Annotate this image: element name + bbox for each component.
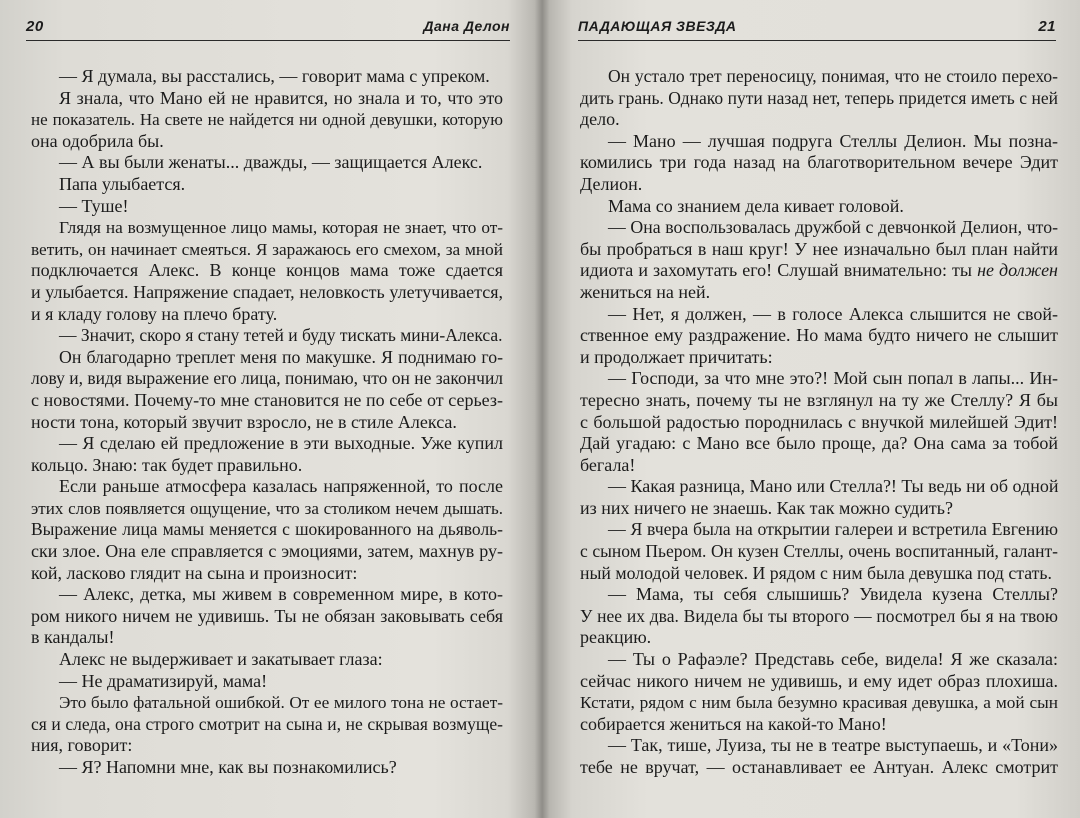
left-header-rule bbox=[26, 40, 510, 41]
text-line: не показатель. На свете не найдется ни одной девушки, которую bbox=[31, 110, 503, 130]
text-line: дить грань. Однако пути назад нет, теперь придется иметь с ней bbox=[580, 87, 1058, 108]
text-line: Мама со знанием дела кивает головой. bbox=[608, 195, 904, 216]
text-line: — Какая разница, Мано или Стелла?! Ты ведь ни об одной bbox=[608, 476, 1059, 497]
text-line: собирается жениться на какой-то Мано! bbox=[580, 713, 887, 734]
text-line: ности тона, который звучит взросло, не в стиле Алекса. bbox=[31, 411, 457, 432]
text-line: — Мама, ты себя слышишь? Увидела кузена Стеллы? bbox=[608, 584, 1058, 605]
text-line: Кстати, рядом с ним была безумно красивая девушка, а мой сын bbox=[580, 693, 1058, 713]
text-line: — Мано — лучшая подруга Стеллы Делион. Мы позна- bbox=[608, 130, 1058, 151]
text-line: подключается Алекс. В конце концов мама тоже сдается bbox=[31, 260, 503, 281]
text-line: комились три года назад на благотворительном вечере Эдит bbox=[580, 152, 1058, 173]
text-line: У нее их два. Видела бы ты второго — посмотрел бы я на твою bbox=[580, 605, 1058, 626]
text-line: бы пробраться в наш круг! У нее изначально был план найти bbox=[580, 238, 1058, 259]
text-line: ски злое. Она еле справляется с эмоциями, затем, махнув ру- bbox=[31, 541, 503, 562]
text-line: из них ничего не знаешь. Как так можно судить? bbox=[580, 497, 953, 518]
emphasis: не должен bbox=[977, 260, 1058, 281]
text-line: тересно знать, почему ты не взглянул на ту же Стеллу? Я бы bbox=[580, 389, 1058, 410]
left-page-text bbox=[31, 66, 503, 779]
text-line: и я кладу голову на плечо брату. bbox=[31, 303, 278, 324]
text-line: — Не драматизируй, мама! bbox=[59, 670, 268, 691]
text-line: Это было фатальной ошибкой. От ее милого тона не остает- bbox=[59, 693, 503, 713]
text-line: Он благодарно треплет меня по макушке. Я поднимаю го- bbox=[59, 346, 503, 367]
text-line: тебе не вручат, — останавливает ее Антуан. Алекс смотрит bbox=[580, 757, 1058, 777]
text-line: — Она воспользовалась дружбой с девчонкой Делион, что- bbox=[608, 217, 1058, 238]
right-page-number: 21 bbox=[1038, 18, 1056, 35]
text-line: реакцию. bbox=[580, 627, 652, 648]
text-line: в кандалы! bbox=[31, 627, 115, 648]
text-line: Папа улыбается. bbox=[59, 173, 186, 194]
text-line: Он устало трет переносицу, понимая, что не стоило перехо- bbox=[608, 66, 1058, 86]
text-line: — Туше! bbox=[59, 195, 129, 216]
text-line: Выражение лица мамы меняется с шокированного на дьяволь- bbox=[31, 519, 503, 540]
text-line: — Ты о Рафаэле? Представь себе, видела! Я же сказала: bbox=[608, 649, 1058, 670]
text-line: ся и следа, она строго смотрит на сына и, не скрывая возмуще- bbox=[31, 713, 503, 734]
text-line: жениться на ней. bbox=[580, 281, 711, 302]
text-line: идиота и захомутать его! Слушай внимательно: ты не должен bbox=[580, 260, 1058, 281]
text-line: лову и, видя выражение его лица, понимаю, что он не закончил bbox=[31, 368, 504, 389]
text-line: — А вы были женаты... дважды, — защищается Алекс. bbox=[59, 152, 483, 173]
right-page-text bbox=[580, 66, 1058, 779]
left-page-number: 20 bbox=[26, 18, 44, 35]
text-line: с новостями. Почему-то мне становится не по себе от серьез- bbox=[31, 389, 503, 410]
text-line: и продолжает причитать: bbox=[580, 346, 773, 367]
text-line: ный молодой человек. И рядом с ним была девушка под стать. bbox=[580, 562, 1052, 583]
text-line: дело. bbox=[580, 109, 620, 130]
text-line: Делион. bbox=[580, 173, 643, 194]
text-line: — Я вчера была на открытии галереи и встретила Евгению bbox=[608, 519, 1058, 540]
right-page-header bbox=[578, 18, 1056, 40]
text-line: Я знала, что Мано ей не нравится, но знала и то, что это bbox=[59, 87, 503, 108]
text-line: кой, ласково глядит на сына и произносит: bbox=[31, 562, 358, 583]
left-page-header bbox=[26, 18, 510, 40]
text-line: — Я? Напомни мне, как вы познакомились? bbox=[59, 757, 397, 777]
text-line: ветить, он начинает смеяться. Я заражаюсь его смехом, за мной bbox=[31, 239, 503, 259]
right-page bbox=[540, 0, 1080, 818]
left-running-head: Дана Делон bbox=[423, 18, 510, 34]
text-line: Если раньше атмосфера казалась напряженной, то после bbox=[59, 476, 503, 497]
text-line: сейчас никого ничем не удивишь, и ему идет образ плохиша. bbox=[580, 670, 1058, 691]
text-line: — Значит, скоро я стану тетей и буду тискать мини-Алекса. bbox=[59, 325, 503, 346]
right-running-head: ПАДАЮЩАЯ ЗВЕЗДА bbox=[578, 18, 737, 34]
text-line: — Нет, я должен, — в голосе Алекса слышится не свой- bbox=[608, 303, 1058, 324]
text-line: с большой радостью породнилась с внучкой милейшей Эдит! bbox=[580, 411, 1058, 432]
text-line: и улыбается. Напряжение спадает, неловкость улетучивается, bbox=[31, 281, 503, 302]
text-line: Алекс не выдерживает и закатывает глаза: bbox=[59, 649, 383, 670]
text-line: с сыном Пьером. Он кузен Стеллы, очень воспитанный, галант- bbox=[580, 541, 1058, 562]
text-line: ственное ему раздражение. Но мама будто ничего не слышит bbox=[580, 325, 1058, 346]
text-line: кольцо. Знаю: так будет правильно. bbox=[31, 454, 303, 475]
text-line: — Я сделаю ей предложение в эти выходные. Уже купил bbox=[59, 433, 503, 454]
text-line: — Я думала, вы расстались, — говорит мама с упреком. bbox=[59, 66, 490, 86]
text-line: Дай угадаю: с Мано все было проще, да? Она сама за тобой bbox=[580, 433, 1058, 454]
text-line: — Алекс, детка, мы живем в современном мире, в кото- bbox=[59, 584, 503, 605]
text-line: ния, говорит: bbox=[31, 735, 133, 756]
right-header-rule bbox=[578, 40, 1056, 41]
text-line: этих слов появляется ощущение, что за столиком нечем дышать. bbox=[31, 498, 503, 518]
text-line: Глядя на возмущенное лицо мамы, которая не знает, что от- bbox=[59, 218, 503, 238]
text-line: она одобрила бы. bbox=[31, 130, 164, 151]
text-line: — Господи, за что мне это?! Мой сын попал в лапы... Ин- bbox=[608, 368, 1058, 389]
text-line: — Так, тише, Луиза, ты не в театре выступаешь, и «Тони» bbox=[608, 735, 1058, 756]
text-line: ром никого ничем не удивишь. Ты не обязан заковывать себя bbox=[31, 605, 503, 626]
text-line: бегала! bbox=[580, 454, 636, 475]
